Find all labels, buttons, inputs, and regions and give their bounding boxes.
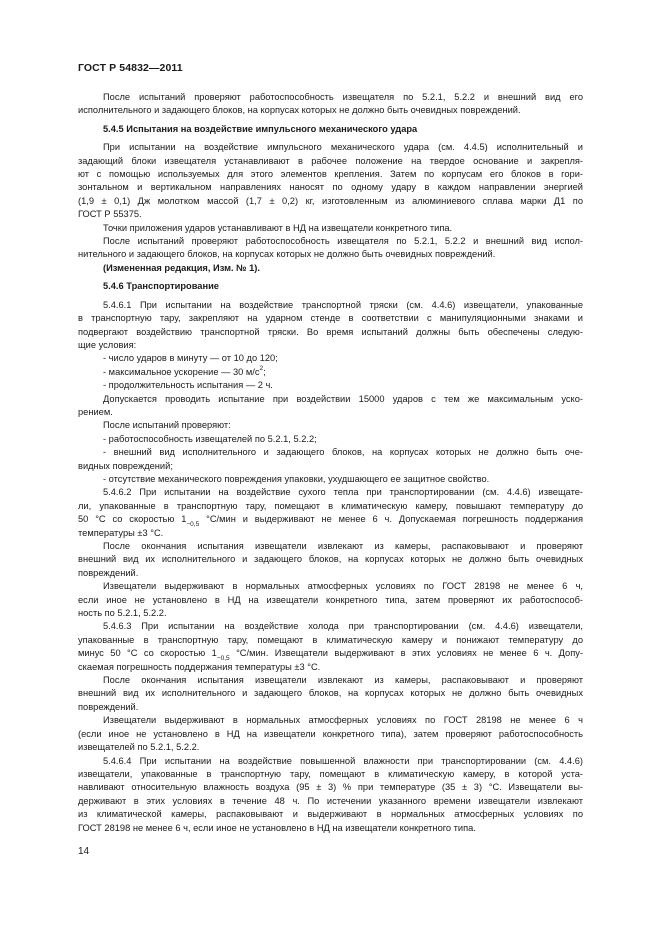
text-line: ли, упакованные в транспортную тару, помещают в климатическую камеру, повышают температуру до (78, 500, 583, 511)
text-line: - работоспособность извещателей по 5.2.1, 5.2.2; (103, 433, 317, 444)
section-heading: 5.4.6 Транспортирование (103, 281, 219, 292)
text-line: - максимальное ускорение — 30 $м/с^2$; (103, 364, 266, 377)
text-line: видных повреждений; (78, 460, 173, 471)
text-line: После испытаний проверяют работоспособность извещателя по 5.2.1, 5.2.2 и внешний вид испол- (103, 236, 583, 247)
text-line: (1,9 ± 0,1) Дж молотком массой (1,7 ± 0,2) кг, изготовленным из алюминиевого сплава марки Д1 по (78, 195, 583, 206)
section-heading: (Измененная редакция, Изм. № 1). (103, 262, 260, 273)
text-line: внешний вид их исполнительного и задающего блоков, на корпусах которых не должно быть очевидных (78, 688, 583, 699)
text-line: минус 50 °С со скоростью $1_{-0,5}$ °С/мин. Извещатели выдерживают в этих условиях не менее 6 ч. Допу- (78, 648, 583, 663)
text-line: рением. (78, 406, 113, 417)
text-line: Извещатели выдерживают в нормальных атмосферных условиях по ГОСТ 28198 не менее 6 ч (103, 715, 583, 726)
text-line: - внешний вид исполнительного и задающего блоков, на корпусах которых не должно быть оче- (103, 447, 583, 458)
text-line: подвергают воздействию транспортной тряски. Во время испытаний должны быть обеспечены следую- (78, 326, 583, 337)
text-line: Точки приложения ударов устанавливают в НД на извещатели конкретного типа. (103, 222, 453, 233)
text-line: (если иное не установлено в НД на извещатели конкретного типа), затем проверяют работоспособность (78, 728, 583, 739)
text-line: 5.4.6.2 При испытании на воздействие сухого тепла при транспортировании (см. 4.4.6) извещате- (103, 487, 583, 498)
text-line: ГОСТ 28198 не менее 6 ч, если иное не установлено в НД на извещатели конкретного типа. (78, 822, 476, 833)
text-line: После испытаний проверяют работоспособность извещателя по 5.2.1, 5.2.2 и внешний вид его (103, 92, 583, 102)
text-line: После окончания испытания извещатели извлекают из камеры, распаковывают и проверяют (103, 675, 583, 686)
text-line: зонтальном и вертикальном направлениях наносят по одному удару в каждом направлении энергией (78, 182, 583, 193)
text-line: - число ударов в минуту — от 10 до 120; (103, 353, 278, 364)
text-line: если иное не установлено в НД на извещатели конкретного типа, затем проверяют их работоспособ- (78, 594, 583, 605)
text-line: нительного и задающего блоков, на корпусах которых не должно быть очевидных повреждений. (78, 249, 496, 260)
text-line: упакованные в транспортную тару, помещают в климатическую камеру и понижают температуру до (78, 634, 583, 645)
text-line: Извещатели выдерживают в нормальных атмосферных условиях по ГОСТ 28198 не менее 6 ч, (103, 581, 583, 592)
text-line: в транспортную тару, закрепляют на ударном стенде в соответствии с манипуляционными знаками и (78, 313, 583, 324)
document-body (78, 91, 583, 835)
text-line: После испытаний проверяют: (103, 420, 231, 431)
text-line: извещатели, упакованные в транспортную тару, помещают в климатическую камеру, в которой уста- (78, 768, 583, 779)
text-line: держивают в этих условиях в течение 48 ч. По истечении указанного времени извещатели извлекают (78, 795, 583, 806)
text-line: навливают относительную влажность воздуха (95 ± 3) % при температуре (35 ± 3) °С. Извещатели вы- (78, 782, 583, 793)
text-line: 5.4.6.3 При испытании на воздействие холода при транспортировании (см. 4.4.6) извещатели, (103, 621, 583, 632)
text-line: ГОСТ Р 55375. (78, 209, 142, 220)
text-line: Допускается проводить испытание при воздействии 15000 ударов с тем же максимальным уско- (103, 393, 583, 404)
text-line: температуры ±3 °С. (78, 527, 164, 538)
text-line: - продолжительность испытания — 2 ч. (103, 380, 273, 391)
text-line: внешний вид их исполнительного и задающего блоков, на корпусах которых не должно быть очевидных (78, 554, 583, 565)
section-heading: 5.4.5 Испытания на воздействие импульсного механического удара (103, 123, 418, 134)
page-number: 14 (78, 846, 90, 857)
text-line: При испытании на воздействие импульсного механического удара (см. 4.4.5) исполнительный и (103, 142, 583, 153)
text-line: 5.4.6.4 При испытании на воздействие повышенной влажности при транспортировании (см. 4.4.6) (103, 755, 583, 766)
text-line: После окончания испытания извещатели извлекают из камеры, распаковывают и проверяют (103, 541, 583, 551)
text-line: - отсутствие механического повреждения упаковки, ухудшающего ее защитное свойство. (103, 473, 490, 484)
text-line: повреждений. (78, 567, 139, 578)
text-line: задающий блоки извещателя устанавливают в рабочее положение на твердое основание и закрепля- (78, 155, 583, 166)
text-line: исполнительного и задающего блоков, на корпусах которых не должно быть очевидных повреждений. (78, 105, 521, 116)
text-line: 50 °С со скоростью $1_{-0,5}$ °С/мин и выдерживают не менее 6 ч. Допускаемая погрешность поддержания (78, 514, 583, 529)
text-line: извещателей по 5.2.1, 5.2.2. (78, 742, 200, 753)
text-line: щие условия: (78, 339, 137, 350)
document-header: ГОСТ Р 54832—2011 (78, 62, 183, 74)
text-line: повреждений. (78, 701, 139, 712)
text-line: ность по 5.2.1, 5.2.2. (78, 608, 167, 619)
text-line: 5.4.6.1 При испытании на воздействие транспортной тряски (см. 4.4.6) извещатели, упакованные (103, 299, 583, 310)
text-line: ют с помощью используемых для этого элементов крепления. Затем по корпусам его блоков в гори- (78, 169, 583, 180)
text-line: из климатической камеры, распаковывают и выдерживают в нормальных атмосферных условиях по (78, 809, 583, 820)
text-line: скаемая погрешность поддержания температуры ±3 °С. (78, 661, 321, 672)
